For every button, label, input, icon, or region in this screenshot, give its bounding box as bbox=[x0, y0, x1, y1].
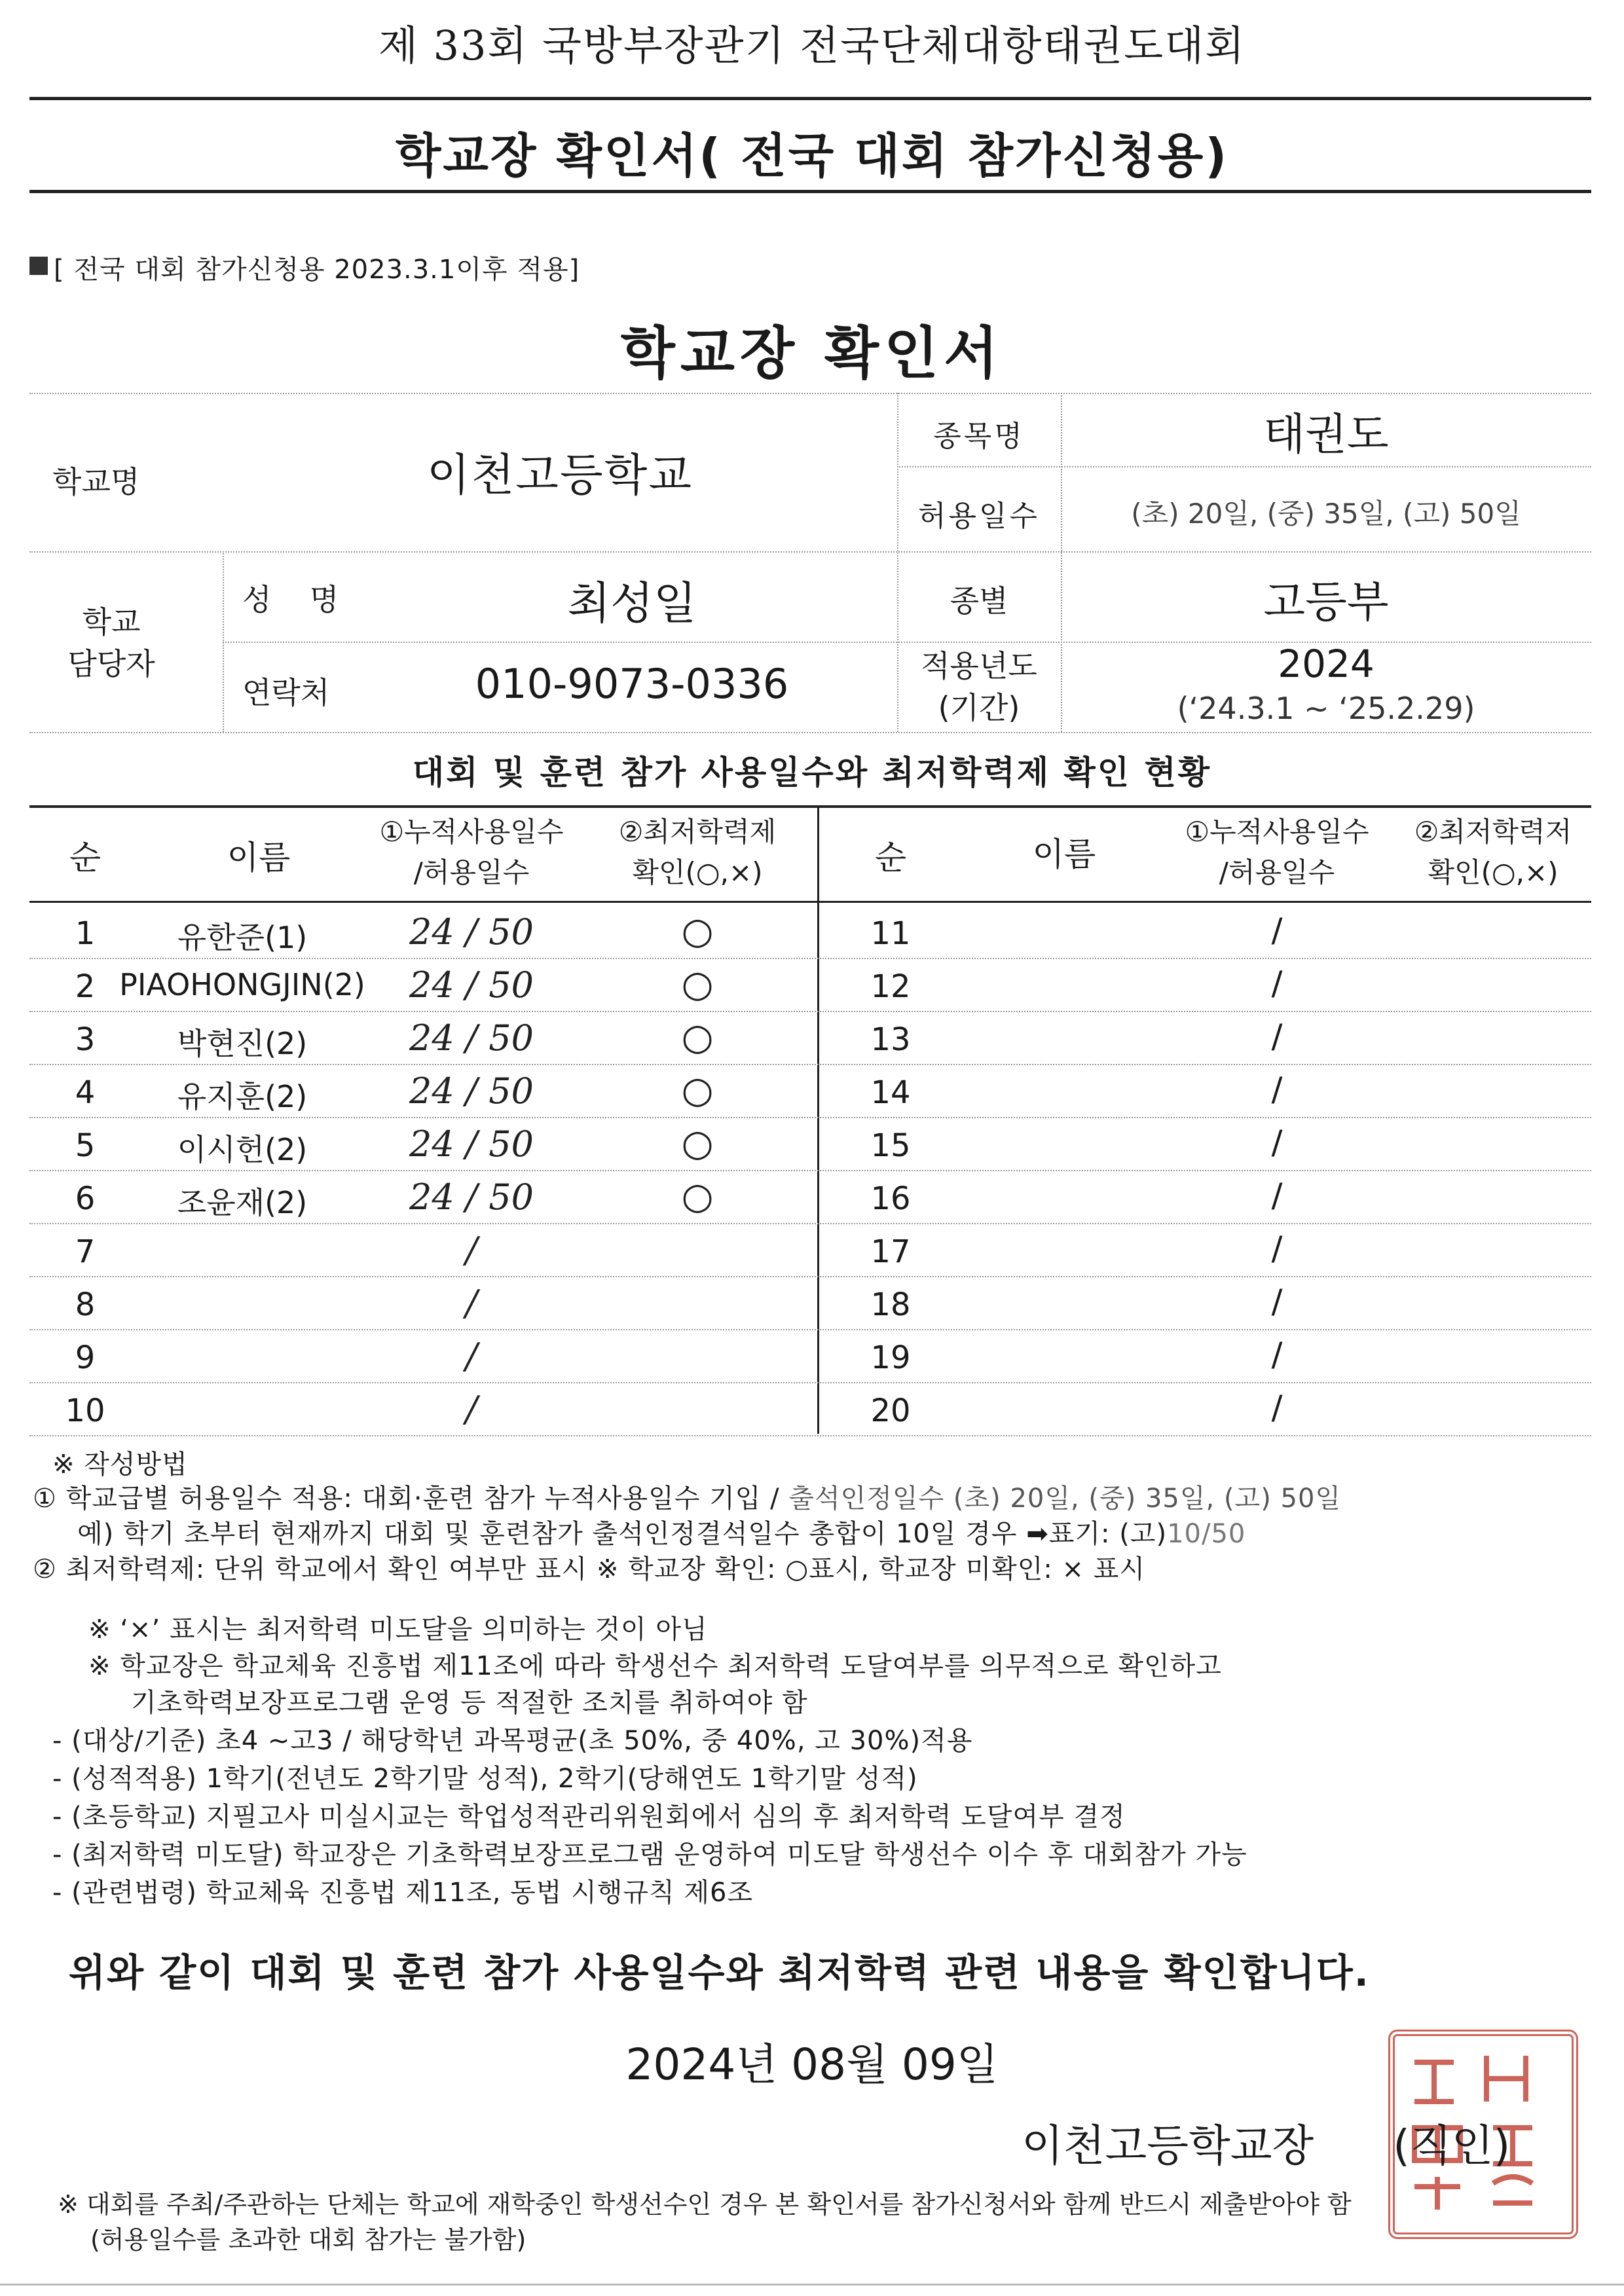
note-1-highlight: 출석인정일수 (초) 20일, (중) 35일, (고) 50일 bbox=[788, 1484, 1342, 1514]
row-check: ○ bbox=[681, 1175, 714, 1218]
footer-note-2: (허용일수를 초과한 대회 참가는 불가함) bbox=[90, 2225, 526, 2254]
info-rule bbox=[29, 393, 1591, 394]
row-name: 조윤재(2) bbox=[177, 1185, 308, 1220]
row-used: 24 / 50 bbox=[409, 964, 534, 1006]
manager-name: 최성일 bbox=[567, 578, 697, 630]
row-no: 8 bbox=[75, 1286, 96, 1323]
col-header-name-right: 이름 bbox=[1032, 835, 1096, 873]
year-label-line: (기간) bbox=[938, 690, 1020, 725]
row-no: 2 bbox=[75, 968, 96, 1005]
row-no: 4 bbox=[75, 1074, 96, 1111]
period-value: (‘24.3.1 ~ ‘25.2.29) bbox=[1177, 691, 1475, 726]
row-used-right: / bbox=[1271, 964, 1283, 1002]
row-rule bbox=[29, 1276, 1591, 1277]
row-name: 이시헌(2) bbox=[177, 1132, 308, 1167]
manager-label-line: 담당자 bbox=[67, 646, 155, 682]
row-rule bbox=[29, 958, 1591, 959]
year-label bbox=[897, 645, 1061, 729]
row-used: 24 / 50 bbox=[409, 1176, 534, 1218]
info-rule bbox=[29, 732, 1591, 733]
year-value: 2024 bbox=[1278, 642, 1375, 686]
row-no-right: 18 bbox=[870, 1286, 911, 1323]
col-header-used-right-line: ①누적사용일수 bbox=[1185, 816, 1369, 848]
note-2-marker: ➡표기: (고) bbox=[1026, 1519, 1168, 1549]
row-name: PIAOHONGJIN(2) bbox=[119, 967, 365, 1002]
col-header-used-right bbox=[1159, 812, 1395, 893]
manager-label bbox=[29, 601, 193, 685]
manager-label-line: 학교 bbox=[82, 604, 141, 640]
row-no-right: 12 bbox=[870, 968, 911, 1005]
doc-banner: 학교장 확인서( 전국 대회 참가신청용) bbox=[395, 128, 1229, 183]
notes-heading: ※ 작성방법 bbox=[52, 1449, 188, 1480]
confirm-date: 2024년 08월 09일 bbox=[625, 2039, 999, 2090]
row-used-right: / bbox=[1271, 1176, 1283, 1214]
row-no-right: 19 bbox=[870, 1339, 911, 1376]
row-used: / bbox=[465, 1230, 478, 1271]
row-no: 5 bbox=[75, 1127, 96, 1164]
row-rule bbox=[29, 1382, 1591, 1383]
event-title: 제 33회 국방부장관기 전국단체대항태권도대회 bbox=[378, 22, 1246, 69]
year-label-line: 적용년도 bbox=[921, 648, 1037, 683]
footer-note-1: ※ 대회를 주최/주관하는 단체는 학교에 재학중인 학생선수인 경우 본 확인서를 참가신청서와 함께 반드시 제출받아야 함 bbox=[58, 2190, 1352, 2219]
row-rule bbox=[29, 1223, 1591, 1224]
row-name: 유지훈(2) bbox=[177, 1079, 308, 1114]
note-9: - (초등학교) 지필고사 미실시교는 학업성적관리위원회에서 심의 후 최저학력 도달여부 결정 bbox=[52, 1802, 1126, 1832]
row-used-right: / bbox=[1271, 1283, 1283, 1321]
name-label: 성 명 bbox=[242, 582, 339, 617]
school-name: 이천고등학교 bbox=[426, 450, 693, 501]
note-2-text: 예) 학기 초부터 현재까지 대회 및 훈련참가 출석인정결석일수 총합이 10일 경우 bbox=[77, 1519, 1018, 1549]
row-check: ○ bbox=[681, 963, 714, 1006]
note-10: - (최저학력 미도달) 학교장은 기초학력보장프로그램 운영하여 미도달 학생선수 이수 후 대회참가 가능 bbox=[52, 1840, 1247, 1870]
row-used: 24 / 50 bbox=[409, 1017, 534, 1059]
row-no: 3 bbox=[75, 1021, 96, 1058]
confirm-statement: 위와 같이 대회 및 훈련 참가 사용일수와 최저학력 관련 내용을 확인합니다. bbox=[69, 1950, 1370, 1995]
col-header-check bbox=[586, 812, 809, 893]
allowed-days: (초) 20일, (중) 35일, (고) 50일 bbox=[1131, 498, 1521, 530]
row-used-right: / bbox=[1271, 911, 1283, 949]
row-rule bbox=[29, 1011, 1591, 1012]
col-header-used-line: ①누적사용일수 bbox=[379, 816, 564, 848]
note-6: 기초학력보장프로그램 운영 등 적절한 조치를 취하여야 함 bbox=[131, 1688, 808, 1718]
row-no-right: 17 bbox=[870, 1233, 911, 1270]
row-rule bbox=[29, 1117, 1591, 1118]
sport-value: 태권도 bbox=[1263, 409, 1389, 460]
row-used: / bbox=[465, 1389, 478, 1430]
info-divider bbox=[223, 551, 224, 732]
row-used: 24 / 50 bbox=[409, 1123, 534, 1165]
header-rule-bottom bbox=[29, 190, 1591, 193]
note-2 bbox=[77, 1516, 1246, 1552]
info-rule bbox=[897, 466, 1591, 467]
row-check: ○ bbox=[681, 1069, 714, 1112]
square-bullet-icon bbox=[29, 257, 48, 275]
signer-name: 이천고등학교장 bbox=[1022, 2121, 1314, 2171]
division-label: 종별 bbox=[950, 583, 1008, 619]
row-no-right: 14 bbox=[870, 1074, 911, 1111]
header-rule-top bbox=[29, 97, 1591, 100]
school-label: 학교명 bbox=[52, 464, 140, 500]
col-header-name: 이름 bbox=[227, 839, 291, 877]
note-8: - (성적적용) 1학기(전년도 2학기말 성적), 2학기(당해연도 1학기말 성적) bbox=[52, 1764, 918, 1794]
row-no: 6 bbox=[75, 1180, 96, 1217]
seal-mark: (직인) bbox=[1393, 2121, 1511, 2171]
signer bbox=[1022, 2111, 1510, 2173]
col-header-check-right-line: 확인(○,×) bbox=[1428, 856, 1559, 888]
table-rule-top bbox=[29, 805, 1591, 808]
row-rule bbox=[29, 1170, 1591, 1171]
division-value: 고등부 bbox=[1263, 577, 1389, 627]
col-header-check-line: 확인(○,×) bbox=[632, 856, 763, 888]
row-used-right: / bbox=[1271, 1123, 1283, 1161]
col-header-no-right: 순 bbox=[874, 839, 907, 877]
table-center-line bbox=[817, 805, 819, 1434]
contact-value: 010-9073-0336 bbox=[475, 660, 789, 708]
sport-label: 종목명 bbox=[933, 420, 1025, 453]
col-header-check-line: ②최저학력제 bbox=[618, 816, 777, 848]
row-rule bbox=[29, 1064, 1591, 1065]
row-check: ○ bbox=[681, 910, 714, 953]
note-5: ※ 학교장은 학교체육 진흥법 제11조에 따라 학생선수 최저학력 도달여부를 의무적으로 확인하고 bbox=[88, 1651, 1222, 1681]
note-2-example: 10/50 bbox=[1167, 1519, 1246, 1549]
note-1-text: ① 학교급별 허용일수 적용: 대회·훈련 참가 누적사용일수 기입 / bbox=[33, 1484, 789, 1514]
row-no-right: 11 bbox=[870, 915, 911, 952]
row-rule bbox=[29, 1435, 1591, 1436]
note-1 bbox=[33, 1481, 1341, 1516]
row-used-right: / bbox=[1271, 1017, 1283, 1055]
row-used: 24 / 50 bbox=[409, 1070, 534, 1112]
col-header-used bbox=[357, 812, 586, 893]
apply-note: [ 전국 대회 참가신청용 2023.3.1이후 적용] bbox=[54, 255, 580, 285]
col-header-check-right-line: ②최저학력저 bbox=[1414, 816, 1572, 848]
table-title: 대회 및 훈련 참가 사용일수와 최저학력제 확인 현황 bbox=[412, 754, 1212, 792]
table-rule-header bbox=[29, 901, 1591, 903]
row-no-right: 15 bbox=[870, 1127, 911, 1164]
note-11: - (관련법령) 학교체육 진흥법 제11조, 동법 시행규칙 제6조 bbox=[52, 1878, 754, 1908]
col-header-used-line: /허용일수 bbox=[413, 856, 530, 888]
row-check: ○ bbox=[681, 1016, 714, 1059]
row-used-right: / bbox=[1271, 1336, 1283, 1374]
row-no: 9 bbox=[75, 1339, 96, 1376]
row-name: 박현진(2) bbox=[177, 1026, 308, 1061]
row-no: 7 bbox=[75, 1233, 96, 1270]
col-header-no: 순 bbox=[69, 839, 101, 877]
note-4: ※ ‘×’ 표시는 최저학력 미도달을 의미하는 것이 아님 bbox=[88, 1614, 708, 1645]
row-used-right: / bbox=[1271, 1070, 1283, 1108]
row-no-right: 16 bbox=[870, 1180, 911, 1217]
info-rule bbox=[29, 551, 1591, 553]
page-bottom-rule bbox=[0, 2284, 1624, 2286]
col-header-used-right-line: /허용일수 bbox=[1219, 856, 1335, 888]
row-no-right: 20 bbox=[870, 1393, 911, 1429]
row-used: 24 / 50 bbox=[409, 911, 534, 953]
allowed-label: 허용일수 bbox=[917, 500, 1040, 533]
note-3: ② 최저학력제: 단위 학교에서 확인 여부만 표시 ※ 학교장 확인: ○표시, 학교장 미확인: × 표시 bbox=[33, 1554, 1146, 1584]
row-check: ○ bbox=[681, 1122, 714, 1165]
row-no: 1 bbox=[75, 915, 96, 952]
row-name: 유한준(1) bbox=[177, 920, 308, 955]
row-used-right: / bbox=[1271, 1389, 1283, 1427]
col-header-check-right bbox=[1395, 812, 1591, 893]
row-used-right: / bbox=[1271, 1230, 1283, 1267]
form-title: 학교장 확인서 bbox=[620, 321, 1004, 386]
row-used: / bbox=[465, 1336, 478, 1377]
contact-label: 연락처 bbox=[242, 675, 330, 710]
row-used: / bbox=[465, 1283, 478, 1324]
row-no: 10 bbox=[65, 1393, 105, 1429]
row-rule bbox=[29, 1329, 1591, 1330]
row-no-right: 13 bbox=[870, 1021, 911, 1058]
note-7: - (대상/기준) 초4 ~고3 / 해당학년 과목평균(초 50%, 중 40%, 고 30%)적용 bbox=[52, 1726, 973, 1756]
